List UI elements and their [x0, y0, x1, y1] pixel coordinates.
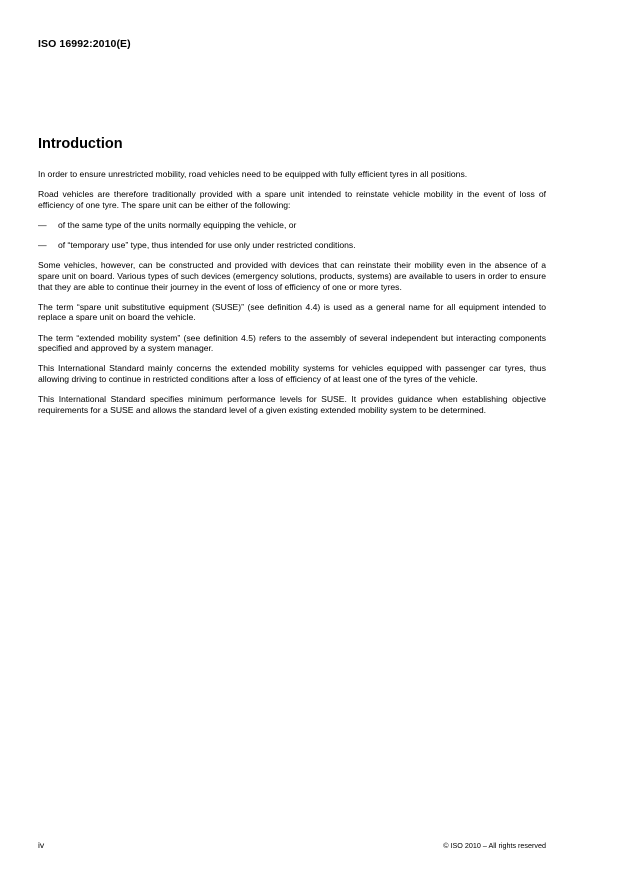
- paragraph-6: This International Standard mainly concerns the extended mobility systems for vehicles equipped with passenger car tyres, thus allowing driving to continue in restricted conditions after a loss of efficiency of at least one of the tyres of the vehicle.: [38, 363, 546, 384]
- list-dash: —: [38, 219, 47, 230]
- paragraph-7: This International Standard specifies minimum performance levels for SUSE. It provides guidance when establishing objective requirements for a SUSE and allows the standard level of a given existing extended mobility system to be determined.: [38, 394, 546, 415]
- paragraph-1: In order to ensure unrestricted mobility, road vehicles need to be equipped with fully efficient tyres in all positions.: [38, 169, 468, 179]
- page-number: iv: [38, 840, 45, 850]
- list-item: [38, 220, 546, 231]
- list-item: [38, 240, 546, 251]
- section-title: Introduction: [38, 136, 123, 152]
- list-dash: —: [38, 240, 47, 251]
- list-item-text: of the same type of the units normally equipping the vehicle, or: [58, 219, 297, 230]
- list-item-text: of “temporary use” type, thus intended for use only under restricted conditions.: [58, 240, 356, 251]
- document-id-header: ISO 16992:2010(E): [38, 38, 131, 50]
- paragraph-2: Road vehicles are therefore traditionally provided with a spare unit intended to reinstate vehicle mobility in the event of loss of efficiency of one tyre. The spare unit can be either of the following:: [38, 189, 546, 210]
- introduction-body: [38, 169, 546, 425]
- paragraph-5: The term “extended mobility system” (see definition 4.5) refers to the assembly of several independent but interacting components specified and approved by a system manager.: [38, 332, 546, 354]
- paragraph-4: The term “spare unit substitutive equipment (SUSE)” (see definition 4.4) is used as a general name for all equipment intended to replace a spare unit on board the vehicle.: [38, 301, 546, 323]
- copyright-notice: © ISO 2010 – All rights reserved: [443, 841, 546, 850]
- paragraph-3: Some vehicles, however, can be constructed and provided with devices that can reinstate their mobility even in the absence of a spare unit on board. Various types of such devices (emergency solutions, products, systems) are available to users in order to ensure that they are able to continue their journey in the event of loss of efficiency of one or more tyres.: [38, 260, 546, 292]
